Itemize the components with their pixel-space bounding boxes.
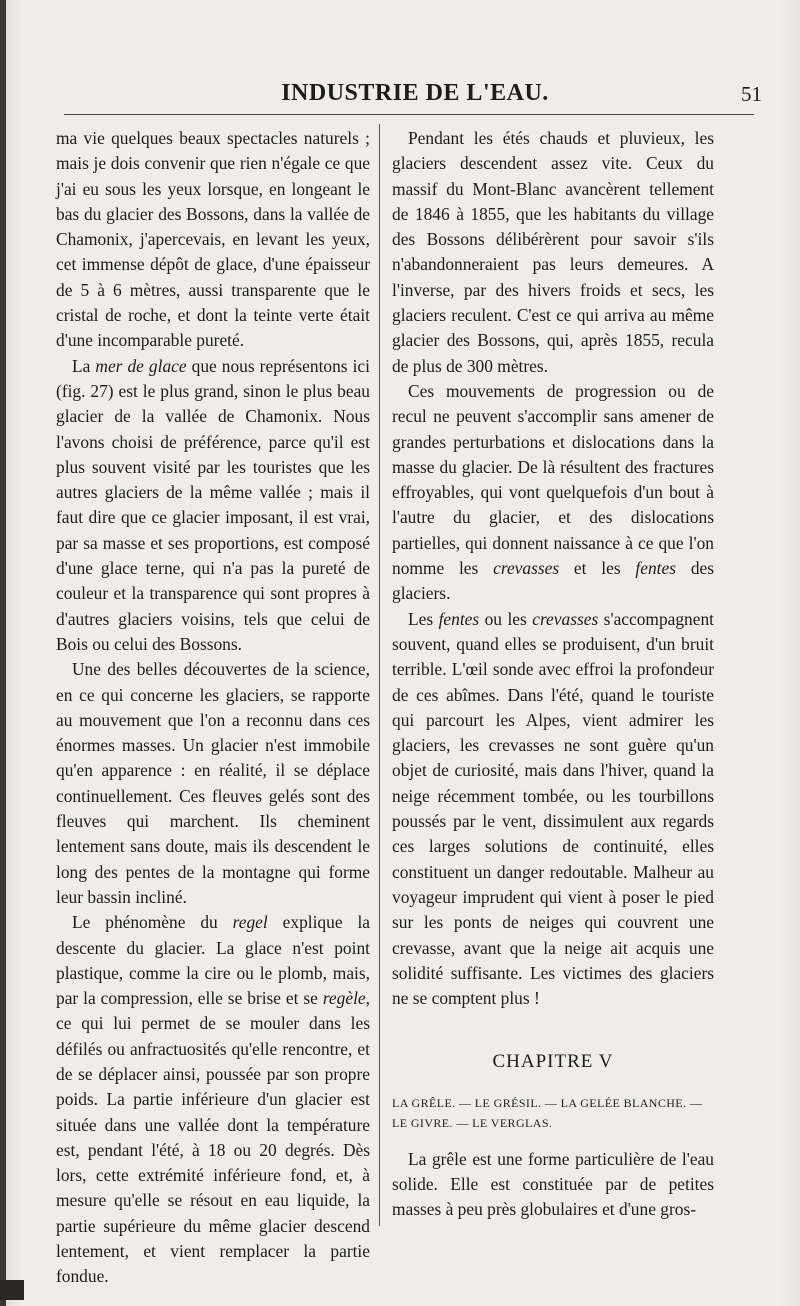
text-run: La [72,355,91,376]
paragraph [392,379,714,607]
text-run: s'accompagnent souvent, quand elles se produisent, d'un bruit terrible. L'œil sonde avec effroi la profondeur de ces abîmes. Dans l'été, quand le touriste qui parcourt les Alpes, vient admirer les glaciers, les crevasses ne sont guère qu'un objet de curiosité, mais dans l'hiver, quand la neige récemment tombée, ou les tourbillons poussés par le vent, dissimulent aux regards ces larges solutions de continuité, elles constituent un danger redoutable. Malheur au voyageur imprudent qui vient à poser le pied sur les ponts de neiges qui couvrent une crevasse, avant que la neige ait acquis une solidité suffisante. Les victimes des glaciers ne se comptent plus ! [392,608,715,1009]
page-header [60,80,770,110]
scan-edge-mark [0,1280,24,1300]
emphasis: regèle [322,988,366,1009]
paragraph [56,910,370,1289]
page-number: 51 [741,82,762,106]
paragraph: La grêle est une forme particulière de l'eau solide. Elle est constituée par de petites masses à peu près globulaires et d'une gros- [392,1148,714,1220]
emphasis: crevasses [532,608,599,629]
paragraph [56,354,370,658]
emphasis: crevasses [493,558,560,579]
text-run: et les [573,558,621,579]
paragraph: Une des belles découvertes de la science, en ce qui concerne les glaciers, se rapporte au mouvement que l'on a reconnu dans ces énormes masses. Un glacier n'est immobile qu'en apparence : en réalité, il se déplace continuellement. Ces fleuves gelés sont des fleuves qui marchent. Ils cheminent lentement sans doute, mais ils descendent le long des pentes de la montagne qui forme leur bassin incliné. [56,659,370,907]
text-run: ou les [484,608,527,629]
emphasis: fentes [438,608,480,629]
text-run: des glaciers. [392,558,714,604]
emphasis: mer de glace [95,355,187,376]
text-run: Le phénomène du [72,912,218,933]
header-rule [64,114,754,115]
running-title: INDUSTRIE DE L'EAU. [281,80,549,106]
chapter-heading: CHAPITRE V [492,1051,614,1073]
paragraph [392,607,714,1012]
text-run: , ce qui lui permet de se mouler dans les défilés ou anfractuosités qu'elle rencontre, et de se déplacer ainsi, poussée par son propre poids. La partie inférieure d'un glacier est située dans une vallée dont la température est, pendant l'été, à 18 ou 20 degrés. Dès lors, cette extrémité inférieure fond, et, à mesure qu'elle se résout en eau liquide, la partie supérieure du même glacier descend lentement, et vient remplacer la partie fondue. [56,988,370,1287]
binding-edge [0,0,6,1306]
text-run: que nous représentons ici (fig. 27) est le plus grand, sinon le plus beau glacier de la vallée de Chamonix. Nous l'avons choisi de préférence, parce qu'il est plus souvent visité par les touristes que les autres glaciers de la même vallée ; mais il faut dire que ce glacier imposant, il est vrai, par sa masse et ses proportions, est composé d'une glace terne, qui n'a pas la pureté de couleur et la transparence qui sont propres à d'autres glaciers voisins, tels que celui de Bois ou celui des Bossons. [56,355,370,654]
column-divider [379,124,380,1226]
paragraph: ma vie quelques beaux spectacles naturels ; mais je dois convenir que rien n'égale ce que j'ai eu sous les yeux lorsque, en longeant le bas du glacier des Bossons, dans la vallée de Chamonix, j'apercevais, en levant les yeux, cet immense dépôt de glace, d'une épaisseur de 5 à 6 mètres, aussi transparente que le cristal de roche, et dont la teinte verte était d'une incomparable pureté. [56,128,370,351]
text-run: Ces mouvements de progression ou de recul ne peuvent s'accomplir sans amener de grandes perturbations et dislocations dans la masse du glacier. De là résultent des fractures effroyables, qui vont quelquefois d'un bout à l'autre du glacier, et des dislocations partielles, qui donnent naissance à ce que l'on nomme les [392,380,714,579]
emphasis: fentes [635,558,676,579]
emphasis: regel [232,912,268,933]
left-column [56,126,370,1290]
right-column [392,126,714,1223]
text-run: Les [408,608,434,629]
paragraph: Pendant les étés chauds et pluvieux, les glaciers descendent assez vite. Ceux du massif du Mont-Blanc avancèrent tellement de 1846 à 1855, que les habitants du village des Bossons délibérèrent pour savoir s'ils n'abandonneraient pas leurs demeures. A l'inverse, par des hivers froids et secs, les glaciers reculent. C'est ce qui arriva au même glacier des Bossons, qui, après 1855, recula de plus de 300 mètres. [392,128,714,376]
text-run: explique la descente du glacier. La glace n'est point plastique, comme la cire ou le plomb, mais, par la compression, elle se brise et se [56,912,370,1009]
chapter-summary: LA GRÊLE. — LE GRÉSIL. — LA GELÉE BLANCHE. — LE GIVRE. — LE VERGLAS. [392,1095,703,1130]
